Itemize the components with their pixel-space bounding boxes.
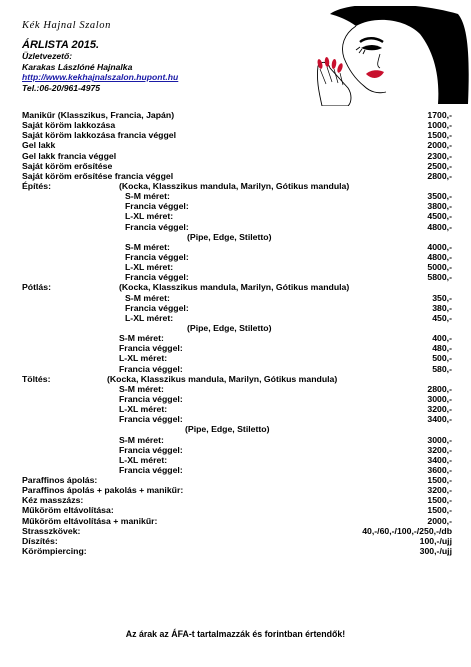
row-price: 400,- (432, 333, 452, 344)
price-row (22, 343, 452, 353)
price-row (22, 151, 452, 161)
row-price: 380,- (432, 302, 452, 313)
row-price: 2800,- (427, 383, 452, 394)
shape-row (22, 424, 452, 434)
price-row (22, 110, 452, 120)
price-row (22, 130, 452, 140)
price-row (22, 171, 452, 181)
price-row (22, 222, 452, 232)
price-row (22, 414, 452, 424)
row-label: (Pipe, Edge, Stiletto) (187, 322, 272, 333)
price-row (22, 445, 452, 455)
row-label: S-M méret: (125, 292, 170, 303)
row-label: Körömpiercing: (22, 546, 87, 557)
price-row (22, 211, 452, 221)
row-price: 480,- (432, 343, 452, 354)
price-row (22, 475, 452, 485)
row-label: L-XL méret: (119, 454, 168, 465)
row-price: 40,-/60,-/100,-/250,-/db (362, 525, 452, 536)
row-price: 3400,- (427, 454, 452, 465)
section-shapes: (Kocka, Klasszikus mandula, Marilyn, Gótikus mandula) (107, 373, 338, 384)
header (22, 20, 322, 93)
row-price: 300,-/ujj (419, 546, 452, 557)
row-label: Saját köröm lakkozása francia véggel (22, 130, 177, 141)
row-price: 450,- (432, 312, 452, 323)
row-label: Saját köröm erősítése (22, 160, 113, 171)
price-row (22, 313, 452, 323)
price-row (22, 293, 452, 303)
row-price: 100,-/ujj (419, 535, 452, 546)
row-price: 1500,- (427, 505, 452, 516)
section-shapes: (Kocka, Klasszikus mandula, Marilyn, Gótikus mandula) (119, 282, 350, 293)
salon-name: Kék Hajnal Szalon (22, 20, 111, 31)
row-price: 2800,- (427, 170, 452, 181)
row-label: (Pipe, Edge, Stiletto) (185, 424, 270, 435)
row-label: (Pipe, Edge, Stiletto) (187, 231, 272, 242)
row-label: Kéz masszázs: (22, 495, 84, 506)
price-row (22, 435, 452, 445)
row-label: Paraffinos ápolás + pakolás + manikűr: (22, 485, 184, 496)
section-row (22, 374, 452, 384)
row-label: L-XL méret: (119, 404, 168, 415)
row-label: L-XL méret: (125, 262, 174, 273)
row-price: 1000,- (427, 120, 452, 131)
row-label: Francia véggel: (125, 251, 189, 262)
price-row (22, 303, 452, 313)
row-label: Gel lakk francia véggel (22, 150, 117, 161)
row-label: S-M méret: (125, 191, 170, 202)
row-label: L-XL méret: (125, 211, 174, 222)
price-row (22, 536, 452, 546)
price-row (22, 516, 452, 526)
price-row (22, 546, 452, 556)
row-label: L-XL méret: (125, 312, 174, 323)
row-label: Francia véggel: (125, 272, 189, 283)
section-row (22, 282, 452, 292)
price-row (22, 191, 452, 201)
phone-number: Tel.:06-20/961-4975 (22, 82, 101, 93)
row-price: 2000,- (427, 140, 452, 151)
row-label: L-XL méret: (119, 353, 168, 364)
row-label: Francia véggel: (119, 414, 183, 425)
website-link[interactable]: http://www.kekhajnalszalon.hupont.hu (22, 72, 179, 83)
price-row (22, 262, 452, 272)
price-list (22, 110, 452, 556)
row-label: Francia véggel: (119, 393, 183, 404)
row-label: Díszítés: (22, 535, 58, 546)
row-price: 1500,- (427, 495, 452, 506)
price-row (22, 140, 452, 150)
row-label: Műköröm eltávolítása: (22, 505, 114, 516)
row-price: 3800,- (427, 201, 452, 212)
row-price: 3200,- (427, 485, 452, 496)
row-price: 2300,- (427, 150, 452, 161)
price-row (22, 161, 452, 171)
price-row (22, 485, 452, 495)
row-label: S-M méret: (125, 241, 170, 252)
manager-label: Üzletvezető: (22, 51, 73, 61)
woman-face-logo-icon (308, 6, 470, 106)
price-row (22, 384, 452, 394)
row-price: 5000,- (427, 262, 452, 273)
row-label: Műköröm eltávolítása + manikűr: (22, 515, 158, 526)
row-label: Francia véggel: (119, 363, 183, 374)
row-price: 3000,- (427, 434, 452, 445)
row-label: Francia véggel: (119, 444, 183, 455)
row-label: Pótlás: (22, 282, 51, 293)
price-row (22, 364, 452, 374)
row-price: 5800,- (427, 272, 452, 283)
section-shapes: (Kocka, Klasszikus mandula, Marilyn, Gótikus mandula) (119, 180, 350, 191)
price-row (22, 201, 452, 211)
row-price: 3200,- (427, 404, 452, 415)
row-label: Építés: (22, 180, 51, 191)
row-label: Saját köröm erősítése francia véggel (22, 170, 174, 181)
row-price: 2500,- (427, 160, 452, 171)
row-label: Francia véggel: (119, 343, 183, 354)
row-price: 500,- (432, 353, 452, 364)
price-row (22, 455, 452, 465)
price-row (22, 465, 452, 475)
price-row (22, 353, 452, 363)
row-label: Francia véggel: (119, 464, 183, 475)
row-price: 580,- (432, 363, 452, 374)
footer-note: Az árak az ÁFA-t tartalmazzák és forintban értendők! (125, 629, 346, 639)
row-label: Francia véggel: (125, 302, 189, 313)
row-label: S-M méret: (119, 434, 164, 445)
row-price: 3400,- (427, 414, 452, 425)
price-row (22, 272, 452, 282)
row-price: 4500,- (427, 211, 452, 222)
row-label: Francia véggel: (125, 221, 189, 232)
price-row (22, 404, 452, 414)
row-label: S-M méret: (119, 383, 164, 394)
row-label: Gel lakk (22, 140, 56, 151)
price-row (22, 505, 452, 515)
shape-row (22, 232, 452, 242)
row-price: 3600,- (427, 464, 452, 475)
row-price: 4000,- (427, 241, 452, 252)
price-row (22, 333, 452, 343)
price-row (22, 120, 452, 130)
section-row (22, 181, 452, 191)
row-price: 1500,- (427, 475, 452, 486)
shape-row (22, 323, 452, 333)
row-price: 350,- (432, 292, 452, 303)
price-row (22, 526, 452, 536)
row-price: 3500,- (427, 191, 452, 202)
row-price: 3200,- (427, 444, 452, 455)
page-title: ÁRLISTA 2015. (22, 39, 100, 51)
price-row (22, 495, 452, 505)
row-price: 4800,- (427, 251, 452, 262)
row-label: Paraffinos ápolás: (22, 475, 98, 486)
row-price: 2000,- (427, 515, 452, 526)
price-row (22, 252, 452, 262)
row-price: 3000,- (427, 393, 452, 404)
row-label: Strasszkövek: (22, 525, 81, 536)
row-label: Manikűr (Klasszikus, Francia, Japán) (22, 110, 175, 120)
row-price: 1500,- (427, 130, 452, 141)
row-price: 1700,- (427, 110, 452, 120)
price-row (22, 394, 452, 404)
row-label: Saját köröm lakkozása (22, 120, 116, 131)
row-label: Francia véggel: (125, 201, 189, 212)
manager-name: Karakas Lászlóné Hajnalka (22, 61, 133, 72)
price-row (22, 242, 452, 252)
row-price: 4800,- (427, 221, 452, 232)
row-label: Töltés: (22, 373, 51, 384)
row-label: S-M méret: (119, 333, 164, 344)
